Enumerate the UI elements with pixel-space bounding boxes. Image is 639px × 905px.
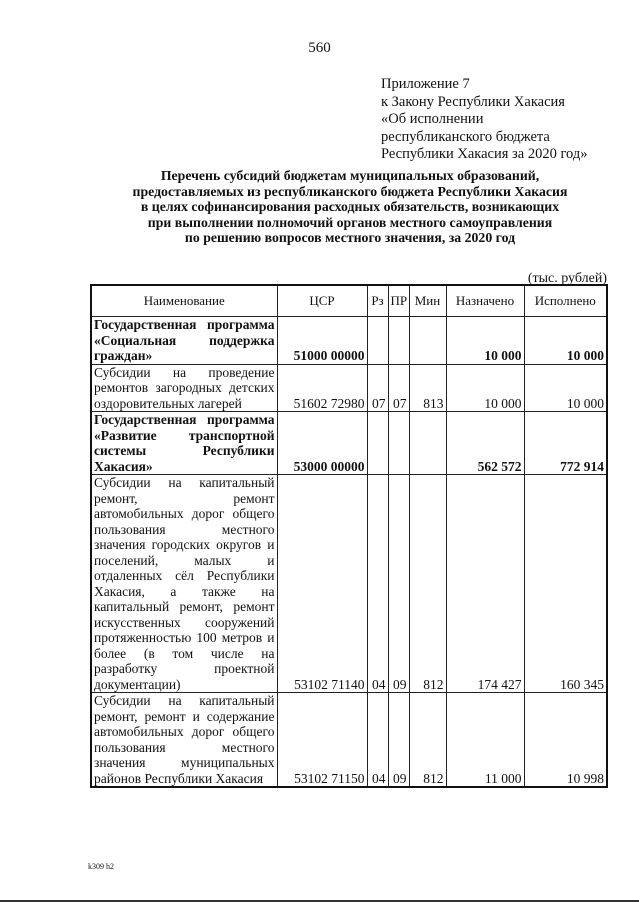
header-executed: Исполнено [524,285,607,317]
cell-name: Субсидии на капитальный ремонт, ремонт автомобильных дорог общего пользования местного значения городских округов и поселений, малых и отдаленных сёл Республики Хакасия, а также на капитальный ремонт, ремонт искусственных сооружений протяженностью 100 метров и более (в том числе на разработку проектной документации) [91,475,277,693]
title-line: Перечень субсидий бюджетам муниципальных образований, [160,168,540,183]
header-csr: ЦСР [277,285,367,317]
header-min: Мин [409,285,446,317]
cell-assigned: 10 000 [446,364,524,412]
cell-pr: 09 [388,475,409,693]
header-pr: ПР [388,285,409,317]
appendix-line: к Закону Республики Хакасия [381,93,565,110]
page-number: 560 [308,40,331,56]
cell-csr: 53102 71150 [277,693,367,788]
cell-csr: 51602 72980 [277,364,367,412]
cell-pr [388,412,409,475]
cell-executed: 10 000 [524,364,607,412]
cell-min [409,317,446,365]
cell-rz [367,317,388,365]
cell-min [409,412,446,475]
cell-executed: 10 998 [524,693,607,788]
cell-csr: 53000 00000 [277,412,367,475]
document-title [60,168,639,246]
cell-rz [367,412,388,475]
cell-min: 813 [409,364,446,412]
appendix-block [381,76,587,164]
table-row [91,364,607,412]
cell-csr: 51000 00000 [277,317,367,365]
cell-pr: 09 [388,693,409,788]
cell-executed: 10 000 [524,317,607,365]
cell-assigned: 11 000 [446,693,524,788]
cell-name: Государственная программа «Социальная поддержка граждан» [91,317,277,365]
cell-min: 812 [409,475,446,693]
table-row [91,475,607,693]
title-line: при выполнении полномочий органов местного самоуправления [147,214,553,230]
cell-name: Субсидии на капитальный ремонт, ремонт и содержание автомобильных дорог общего пользования местного значения муниципальных районов Республики Хакасия [91,693,277,788]
header-name: Наименование [91,285,277,317]
appendix-line: «Об исполнении [381,111,484,127]
appendix-line: Приложение 7 [381,76,470,92]
title-line: по решению вопросов местного значения, за 2020 год [184,230,516,245]
cell-rz: 04 [367,693,388,788]
header-assigned: Назначено [446,285,524,317]
cell-executed: 772 914 [524,412,607,475]
title-line: в целях софинансирования расходных обязательств, возникающих [140,199,560,214]
header-rz: Рз [367,285,388,317]
footer-code: k309 h2 [88,862,114,871]
appendix-line: Республики Хакасия за 2020 год» [381,146,588,162]
units-label: (тыс. рублей) [527,271,607,286]
cell-csr: 53102 71140 [277,475,367,693]
cell-pr: 07 [388,364,409,412]
table-header-row [91,285,607,317]
cell-rz: 07 [367,364,388,412]
cell-assigned: 562 572 [446,412,524,475]
cell-min: 812 [409,693,446,788]
table-row [91,693,607,788]
title-line: предоставляемых из республиканского бюджета Республики Хакасия [132,183,568,199]
bottom-scan-edge [0,900,639,902]
cell-assigned: 10 000 [446,317,524,365]
cell-rz: 04 [367,475,388,693]
cell-name: Субсидии на проведение ремонтов загородных детских оздоровительных лагерей [91,364,277,412]
subsidies-table [90,284,608,788]
cell-name: Государственная программа «Развитие транспортной системы Республики Хакасия» [91,412,277,475]
cell-pr [388,317,409,365]
cell-executed: 160 345 [524,475,607,693]
cell-assigned: 174 427 [446,475,524,693]
table-row [91,412,607,475]
appendix-line: республиканского бюджета [381,128,550,145]
table-row [91,317,607,365]
